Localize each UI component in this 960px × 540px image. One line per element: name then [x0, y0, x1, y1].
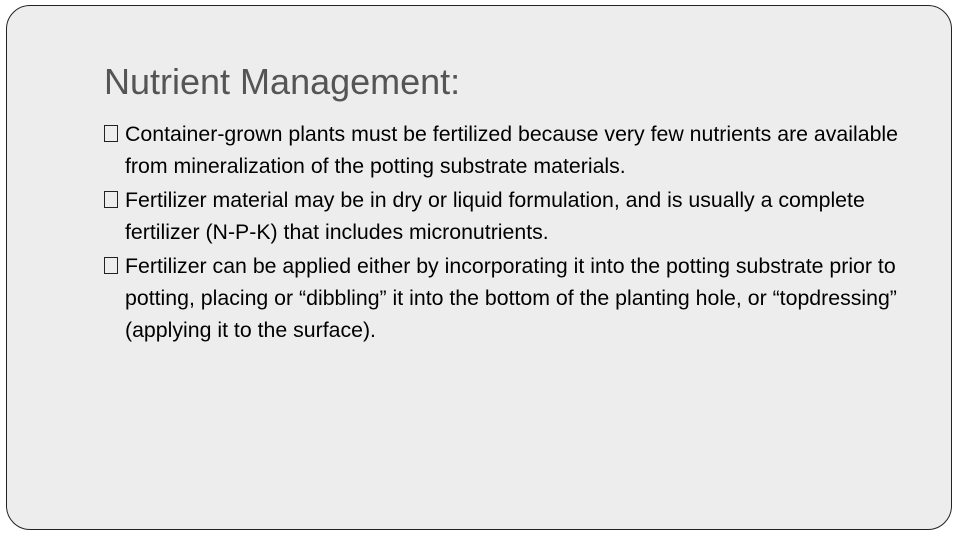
bullet-text: Container-grown plants must be fertilized because very few nutrients are available from mineralization of the potting substrate materials.: [125, 122, 899, 178]
slide-title: Nutrient Management:: [104, 61, 461, 102]
missing-glyph-box-icon: [104, 125, 118, 142]
missing-glyph-box-icon: [104, 191, 118, 208]
bullet-item: [104, 118, 904, 182]
bullet-text: Fertilizer material may be in dry or liquid formulation, and is usually a complete fertilizer (N-P-K) that includes micronutrients.: [125, 188, 865, 244]
missing-glyph-box-icon: [104, 257, 118, 274]
bullet-text: Fertilizer can be applied either by incorporating it into the potting substrate prior to potting, placing or “dibbling” it into the bottom of the planting hole, or “topdressing” (applying it to the surface).: [125, 254, 897, 342]
bullet-list: [104, 118, 904, 348]
bullet-item: [104, 184, 904, 248]
bullet-item: [104, 250, 904, 346]
